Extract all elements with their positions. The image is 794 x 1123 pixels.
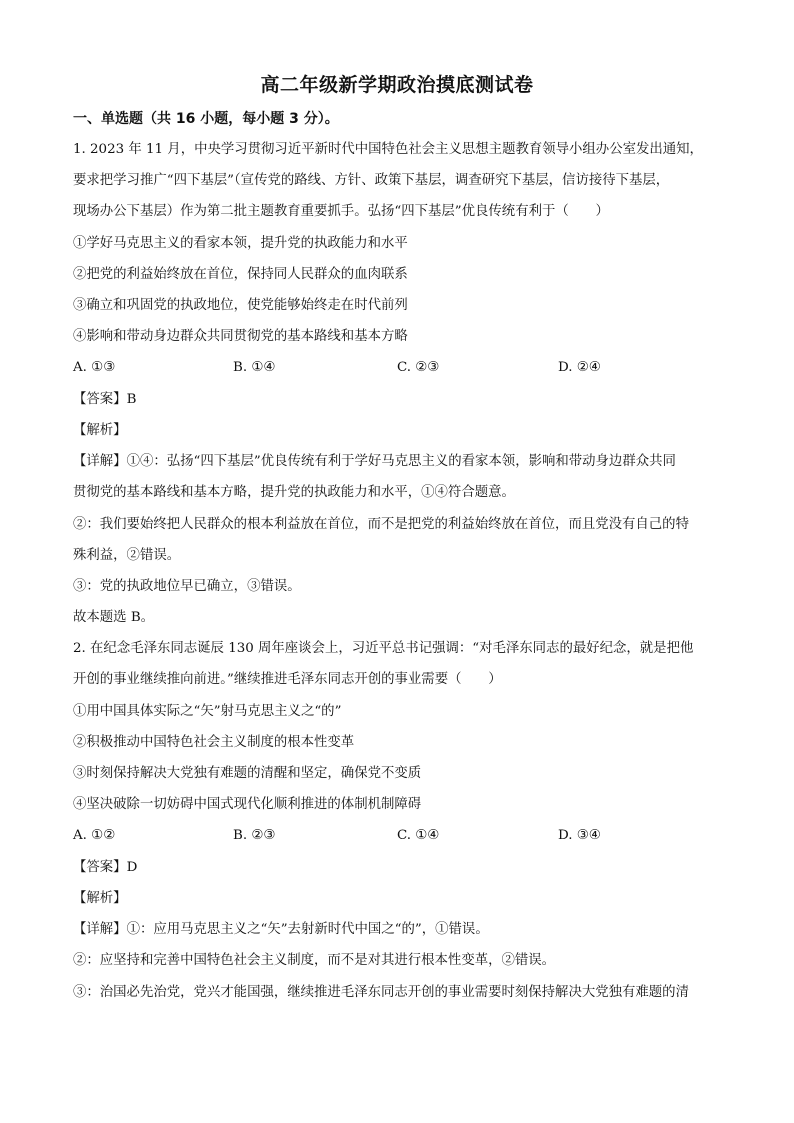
q2-option-d: D. ③④ xyxy=(558,828,601,843)
answer-tag: 【答案】 xyxy=(73,860,127,875)
q2-options xyxy=(73,826,725,846)
detail-tag: 【详解】 xyxy=(73,922,127,937)
q1-option-a: A. ①③ xyxy=(73,360,116,375)
page-title: 高二年级新学期政治摸底测试卷 xyxy=(260,74,534,96)
q2-explanation-line: ②：应坚持和完善中国特色社会主义制度，而不是对其进行根本性变革，②错误。 xyxy=(73,953,556,968)
q2-analysis-tag xyxy=(73,889,725,909)
q1-explanation-text: ①④：弘扬“四下基层”优良传统有利于学好马克思主义的看家本领，影响和带动身边群众共同 xyxy=(126,454,676,469)
q1-stem-line: 1. 2023 年 11 月，中央学习贯彻习近平新时代中国特色社会主义思想主题教育领导小组办公室发出通知， xyxy=(73,142,703,157)
q1-explanation-line: 殊利益，②错误。 xyxy=(73,548,181,563)
q1-item: ②把党的利益始终放在首位，保持同人民群众的血肉联系 xyxy=(73,267,408,282)
q1-option-b: B. ①④ xyxy=(233,360,276,375)
q2-stem-line: 开创的事业继续推向前进。”继续推进毛泽东同志开创的事业需要（ ） xyxy=(73,672,502,687)
q2-explanation-line xyxy=(73,920,725,940)
q1-stem-line: 要求把学习推广“四下基层”（宣传党的路线、方针、政策下基层，调查研究下基层，信访接待下基层， xyxy=(73,173,670,188)
q1-options xyxy=(73,358,725,378)
q2-answer-line xyxy=(73,858,725,878)
q1-option-d: D. ②④ xyxy=(558,360,601,375)
q1-item: ③确立和巩固党的执政地位，使党能够始终走在时代前列 xyxy=(73,298,408,313)
q1-answer: B xyxy=(126,392,137,407)
q2-answer: D xyxy=(126,860,138,875)
section-heading: 一、单选题（共 16 小题，每小题 3 分）。 xyxy=(73,111,339,127)
q2-item: ④坚决破除一切妨碍中国式现代化顺利推进的体制机制障碍 xyxy=(73,797,422,812)
q1-analysis-tag xyxy=(73,421,725,441)
q1-explanation-line: ②：我们要始终把人民群众的根本利益放在首位，而不是把党的利益始终放在首位，而且党没有自己的特 xyxy=(73,517,689,532)
q1-explanation-line xyxy=(73,452,725,472)
q1-answer-line xyxy=(73,390,725,410)
q1-item: ①学好马克思主义的看家本领，提升党的执政能力和水平 xyxy=(73,236,408,251)
q1-stem-line: 现场办公下基层）作为第二批主题教育重要抓手。弘扬“四下基层”优良传统有利于（ ） xyxy=(73,204,609,219)
analysis-tag: 【解析】 xyxy=(73,891,127,906)
answer-tag: 【答案】 xyxy=(73,392,127,407)
analysis-tag: 【解析】 xyxy=(73,423,127,438)
q1-item: ④影响和带动身边群众共同贯彻党的基本路线和基本方略 xyxy=(73,329,408,344)
q2-explanation-line: ③：治国必先治党，党兴才能国强，继续推进毛泽东同志开创的事业需要时刻保持解决大党独有难题的清 xyxy=(73,985,689,1000)
q2-option-c: C. ①④ xyxy=(397,828,440,843)
q2-option-a: A. ①② xyxy=(73,828,116,843)
q1-explanation-line: 故本题选 B。 xyxy=(73,610,155,625)
q1-explanation-line: 贯彻党的基本路线和基本方略，提升党的执政能力和水平，①④符合题意。 xyxy=(73,485,515,500)
q2-explanation-text: ①：应用马克思主义之“矢”去射新时代中国之“的”，①错误。 xyxy=(126,922,489,937)
q2-stem-line: 2. 在纪念毛泽东同志诞辰 130 周年座谈会上，习近平总书记强调：“对毛泽东同志的最好纪念，就是把他 xyxy=(73,641,694,656)
q1-explanation-line: ③：党的执政地位早已确立，③错误。 xyxy=(73,579,301,594)
detail-tag: 【详解】 xyxy=(73,454,127,469)
q2-option-b: B. ②③ xyxy=(233,828,276,843)
q2-item: ②积极推动中国特色社会主义制度的根本性变革 xyxy=(73,735,355,750)
q2-item: ①用中国具体实际之“矢”射马克思主义之“的” xyxy=(73,704,342,719)
q2-item: ③时刻保持解决大党独有难题的清醒和坚定，确保党不变质 xyxy=(73,766,422,781)
q1-option-c: C. ②③ xyxy=(397,360,440,375)
